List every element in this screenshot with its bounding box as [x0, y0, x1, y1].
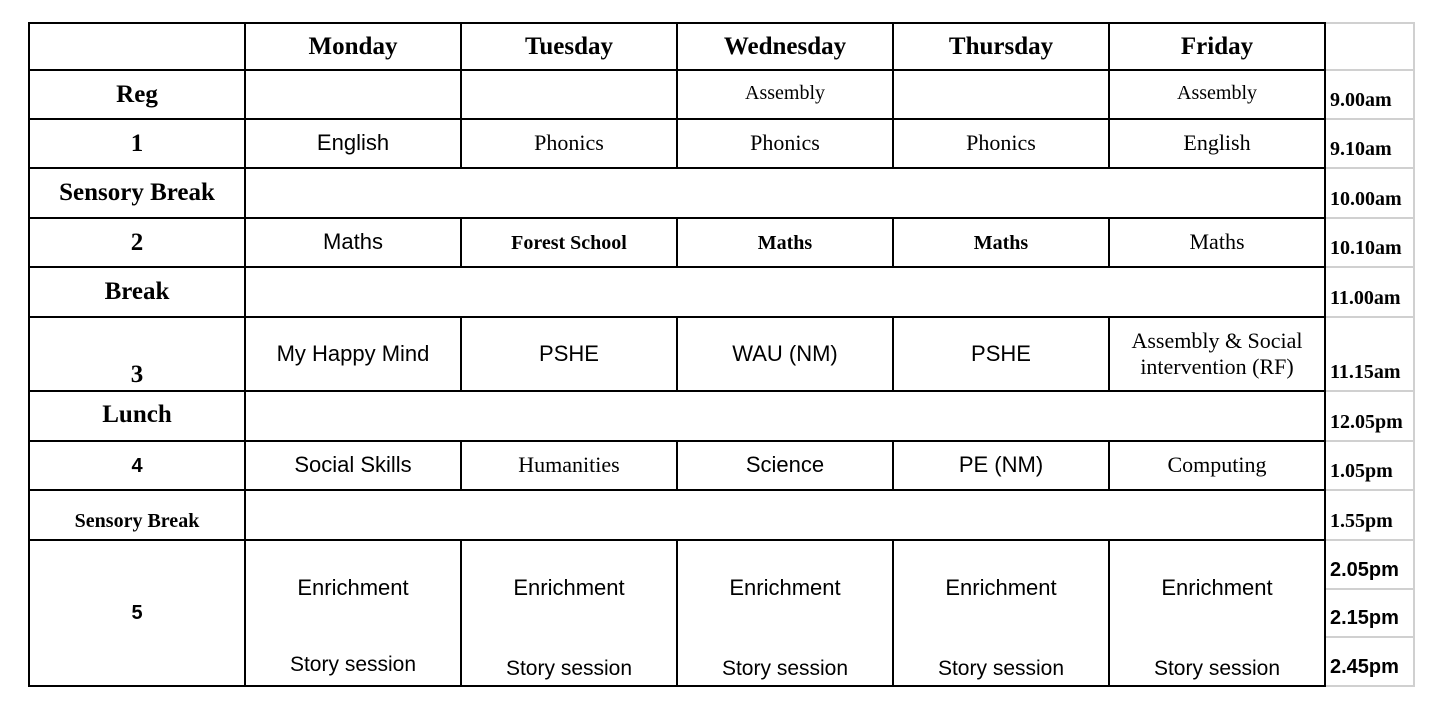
row-period-4	[29, 441, 1414, 490]
cell-p3-wednesday: WAU (NM)	[677, 317, 893, 391]
p5-thursday-top: Enrichment	[945, 575, 1057, 600]
time-sensory-break-1: 10.00am	[1325, 168, 1414, 218]
cell-p3-thursday: PSHE	[893, 317, 1109, 391]
cell-p5-thursday	[893, 540, 1109, 686]
p5-friday-top: Enrichment	[1161, 575, 1273, 600]
row-label-break: Break	[29, 267, 245, 317]
cell-reg-thursday	[893, 70, 1109, 119]
cell-p4-friday: Computing	[1109, 441, 1325, 490]
time-sensory-break-2: 1.55pm	[1325, 490, 1414, 540]
time-p5-3: 2.45pm	[1325, 637, 1414, 686]
cell-p2-friday: Maths	[1109, 218, 1325, 267]
day-header-wednesday: Wednesday	[677, 23, 893, 70]
sensory-break-2-span	[245, 490, 1325, 540]
row-label-lunch: Lunch	[29, 391, 245, 441]
cell-p4-tuesday: Humanities	[461, 441, 677, 490]
row-period-2	[29, 218, 1414, 267]
cell-p2-tuesday: Forest School	[461, 218, 677, 267]
row-label-1: 1	[29, 119, 245, 168]
cell-p2-thursday: Maths	[893, 218, 1109, 267]
time-p5-2: 2.15pm	[1325, 589, 1414, 637]
p5-thursday-bottom: Story session	[937, 657, 1065, 680]
cell-p5-friday	[1109, 540, 1325, 686]
corner-cell	[29, 23, 245, 70]
cell-p3-tuesday: PSHE	[461, 317, 677, 391]
row-period-5a	[29, 540, 1414, 589]
cell-p5-wednesday	[677, 540, 893, 686]
row-lunch	[29, 391, 1414, 441]
cell-p1-wednesday: Phonics	[677, 119, 893, 168]
cell-p3-monday: My Happy Mind	[245, 317, 461, 391]
row-reg	[29, 70, 1414, 119]
row-period-3	[29, 317, 1414, 391]
p5-tuesday-top: Enrichment	[513, 575, 625, 600]
p5-wednesday-top: Enrichment	[729, 575, 841, 600]
cell-p5-monday	[245, 540, 461, 686]
time-header-blank	[1325, 23, 1414, 70]
cell-p2-monday: Maths	[245, 218, 461, 267]
p5-wednesday-bottom: Story session	[721, 657, 849, 680]
cell-p4-thursday: PE (NM)	[893, 441, 1109, 490]
cell-p2-wednesday: Maths	[677, 218, 893, 267]
time-p4: 1.05pm	[1325, 441, 1414, 490]
p5-friday-bottom: Story session	[1153, 657, 1281, 680]
day-header-friday: Friday	[1109, 23, 1325, 70]
time-lunch: 12.05pm	[1325, 391, 1414, 441]
time-reg: 9.00am	[1325, 70, 1414, 119]
cell-p3-friday: Assembly & Social intervention (RF)	[1109, 317, 1325, 391]
p5-monday-top: Enrichment	[297, 575, 409, 600]
cell-p1-thursday: Phonics	[893, 119, 1109, 168]
row-break	[29, 267, 1414, 317]
row-label-4: 4	[29, 441, 245, 490]
row-period-1	[29, 119, 1414, 168]
cell-p4-monday: Social Skills	[245, 441, 461, 490]
row-sensory-break-2	[29, 490, 1414, 540]
cell-p5-tuesday	[461, 540, 677, 686]
row-label-reg: Reg	[29, 70, 245, 119]
row-label-2: 2	[29, 218, 245, 267]
cell-p1-friday: English	[1109, 119, 1325, 168]
row-label-sensory-break-2: Sensory Break	[29, 490, 245, 540]
break-span	[245, 267, 1325, 317]
row-sensory-break-1	[29, 168, 1414, 218]
cell-reg-monday	[245, 70, 461, 119]
lunch-span	[245, 391, 1325, 441]
p5-tuesday-bottom: Story session	[505, 657, 633, 680]
time-break: 11.00am	[1325, 267, 1414, 317]
row-label-5: 5	[29, 540, 245, 686]
day-header-monday: Monday	[245, 23, 461, 70]
cell-reg-wednesday: Assembly	[677, 70, 893, 119]
sensory-break-1-span	[245, 168, 1325, 218]
cell-reg-tuesday	[461, 70, 677, 119]
row-label-sensory-break-1: Sensory Break	[29, 168, 245, 218]
header-row	[29, 23, 1414, 70]
day-header-tuesday: Tuesday	[461, 23, 677, 70]
time-p2: 10.10am	[1325, 218, 1414, 267]
time-p5-1: 2.05pm	[1325, 540, 1414, 589]
cell-p4-wednesday: Science	[677, 441, 893, 490]
cell-p1-monday: English	[245, 119, 461, 168]
day-header-thursday: Thursday	[893, 23, 1109, 70]
cell-reg-friday: Assembly	[1109, 70, 1325, 119]
time-p1: 9.10am	[1325, 119, 1414, 168]
p5-monday-bottom: Story session	[289, 653, 417, 676]
timetable	[28, 22, 1415, 687]
time-p3: 11.15am	[1325, 317, 1414, 391]
cell-p1-tuesday: Phonics	[461, 119, 677, 168]
row-label-3: 3	[29, 317, 245, 391]
